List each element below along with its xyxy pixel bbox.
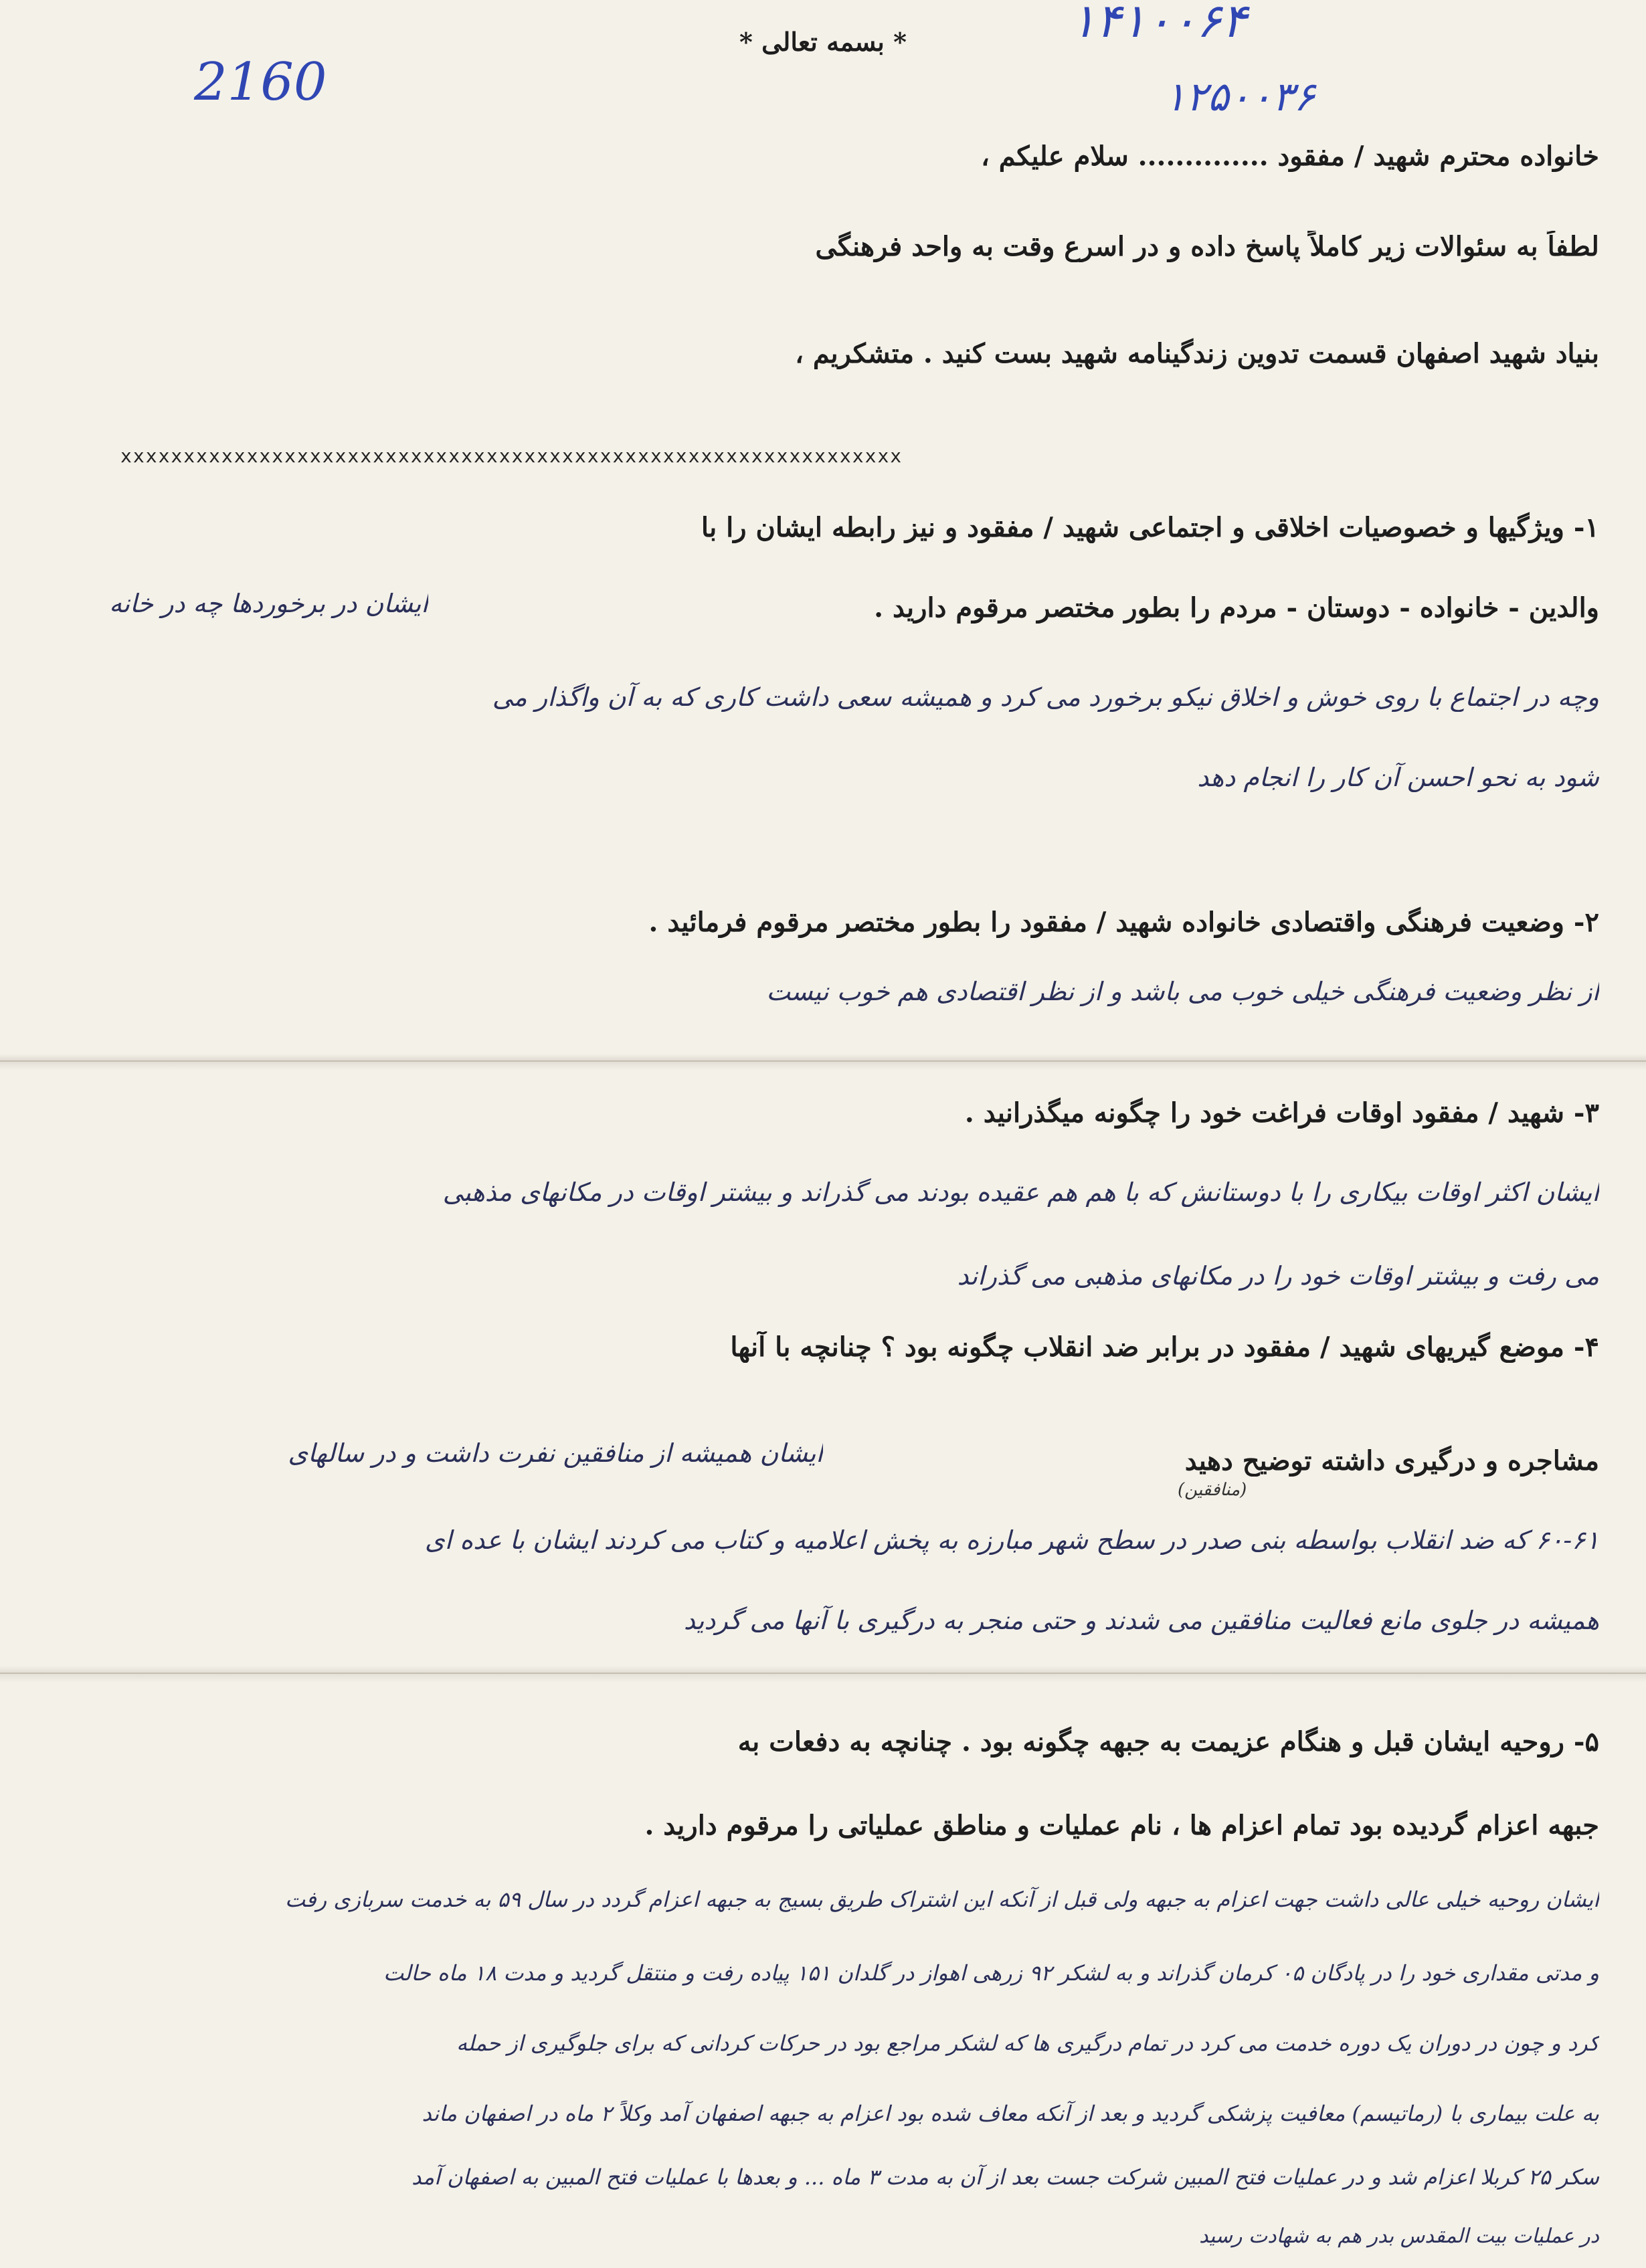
answer-1-line: ایشان در برخوردها چه در خانه — [109, 589, 428, 618]
question-2-line: ۲- وضعیت فرهنگی واقتصادی خانواده شهید / مفقود را بطور مختصر مرقوم فرمائید . — [648, 907, 1599, 938]
answer-5-line: به علت بیماری با (رماتیسم) معافیت پزشکی گردید و بعد از آنکه معاف شده بود اعزام به جبهه اصفهان آمد وکلاً ۲ ماه در اصفهان ماند — [422, 2101, 1599, 2126]
intro-line: لطفاً به سئوالات زیر کاملاً پاسخ داده و در اسرع وقت به واحد فرهنگی — [815, 231, 1599, 262]
question-3-line: ۳- شهید / مفقود اوقات فراغت خود را چگونه میگذرانید . — [964, 1097, 1599, 1129]
handwritten-code-top: ۱۴۱۰۰۶۴ — [1071, 0, 1247, 48]
question-5-line: ۵- روحیه ایشان قبل و هنگام عزیمت به جبهه چگونه بود . چنانچه به دفعات به — [737, 1726, 1599, 1758]
handwritten-code-left: 2160 — [194, 52, 327, 112]
answer-4-line: ۶۰-۶۱ که ضد انقلاب بواسطه بنی صدر در سطح شهر مبارزه به پخش اعلامیه و کتاب می کردند ایشان با عده ای — [424, 1525, 1599, 1555]
answer-5-line: کرد و چون در دوران یک دوره خدمت می کرد در تمام درگیری ها که لشکر مراجع بود در حرکات کردانی که برای جلوگیری از حمله — [456, 2030, 1599, 2056]
question-1-line: والدین - خانواده - دوستان - مردم را بطور مختصر مرقوم دارید . — [874, 592, 1599, 624]
paper-fold-line — [0, 1673, 1646, 1674]
answer-1-line: شود به نحو احسن آن کار را انجام دهد — [1197, 763, 1599, 792]
answer-2-line: از نظر وضعیت فرهنگی خیلی خوب می باشد و از نظر اقتصادی هم خوب نیست — [766, 977, 1599, 1006]
intro-line: خانواده محترم شهید / مفقود .............. سلام علیکم ، — [980, 140, 1599, 172]
answer-4-note: (منافقین) — [1178, 1480, 1247, 1500]
answer-3-line: می رفت و بیشتر اوقات خود را در مکانهای مذهبی می گذراند — [957, 1261, 1599, 1291]
handwritten-code-second: ۱۲۵۰۰۳۶ — [1164, 74, 1315, 120]
question-4-line: مشاجره و درگیری داشته توضیح دهید — [1184, 1445, 1599, 1477]
answer-5-line: در عملیات بیت المقدس بدر هم به شهادت رسید — [1199, 2225, 1599, 2248]
answer-5-line: و مدتی مقداری خود را در پادگان ۰۵ کرمان گذراند و به لشکر ۹۲ زرهی اهواز در گلدان ۱۵۱ پیاده رفت و منتقل گردید و مدت ۱۸ ماه حالت — [383, 1960, 1599, 1986]
answer-5-line: ایشان روحیه خیلی عالی داشت جهت اعزام به جبهه ولی قبل از آنکه این اشتراک طریق بسیج به جبهه اعزام گردد در سال ۵۹ به خدمت سربازی رفت — [284, 1887, 1599, 1912]
answer-4-line: ایشان همیشه از منافقین نفرت داشت و در سالهای — [288, 1438, 823, 1468]
answer-3-line: ایشان اکثر اوقات بیکاری را با دوستانش که با هم هم عقیده بودند می گذراند و بیشتر اوقات در مکانهای مذهبی — [442, 1177, 1599, 1207]
question-5-line: جبهه اعزام گردیده بود تمام اعزام ها ، نام عملیات و مناطق عملیاتی را مرقوم دارید . — [644, 1810, 1599, 1841]
page-title: * بسمه تعالی * — [739, 27, 907, 57]
intro-line: بنیاد شهید اصفهان قسمت تدوین زندگینامه شهید بست کنید . متشکریم ، — [795, 338, 1599, 369]
answer-1-line: وچه در اجتماع با روی خوش و اخلاق نیکو برخورد می کرد و همیشه سعی داشت کاری که به آن واگذار می — [492, 682, 1599, 712]
divider-line: xxxxxxxxxxxxxxxxxxxxxxxxxxxxxxxxxxxxxxxxxxxxxxxxxxxxxxxxxxxxxx — [120, 445, 903, 467]
question-1-line: ۱- ویژگیها و خصوصیات اخلاقی و اجتماعی شهید / مفقود و نیز رابطه ایشان را با — [701, 512, 1599, 543]
answer-4-line: همیشه در جلوی مانع فعالیت منافقین می شدند و حتی منجر به درگیری با آنها می گردید — [683, 1606, 1599, 1635]
answer-5-line: سکر ۲۵ کربلا اعزام شد و در عملیات فتح المبین شرکت جست بعد از آن به مدت ۳ ماه ... و بعدها با عملیات فتح المبین به اصفهان آمد — [412, 2164, 1599, 2190]
question-4-line: ۴- موضع گیریهای شهید / مفقود در برابر ضد انقلاب چگونه بود ؟ چنانچه با آنها — [730, 1331, 1599, 1363]
paper-fold-line — [0, 1060, 1646, 1062]
